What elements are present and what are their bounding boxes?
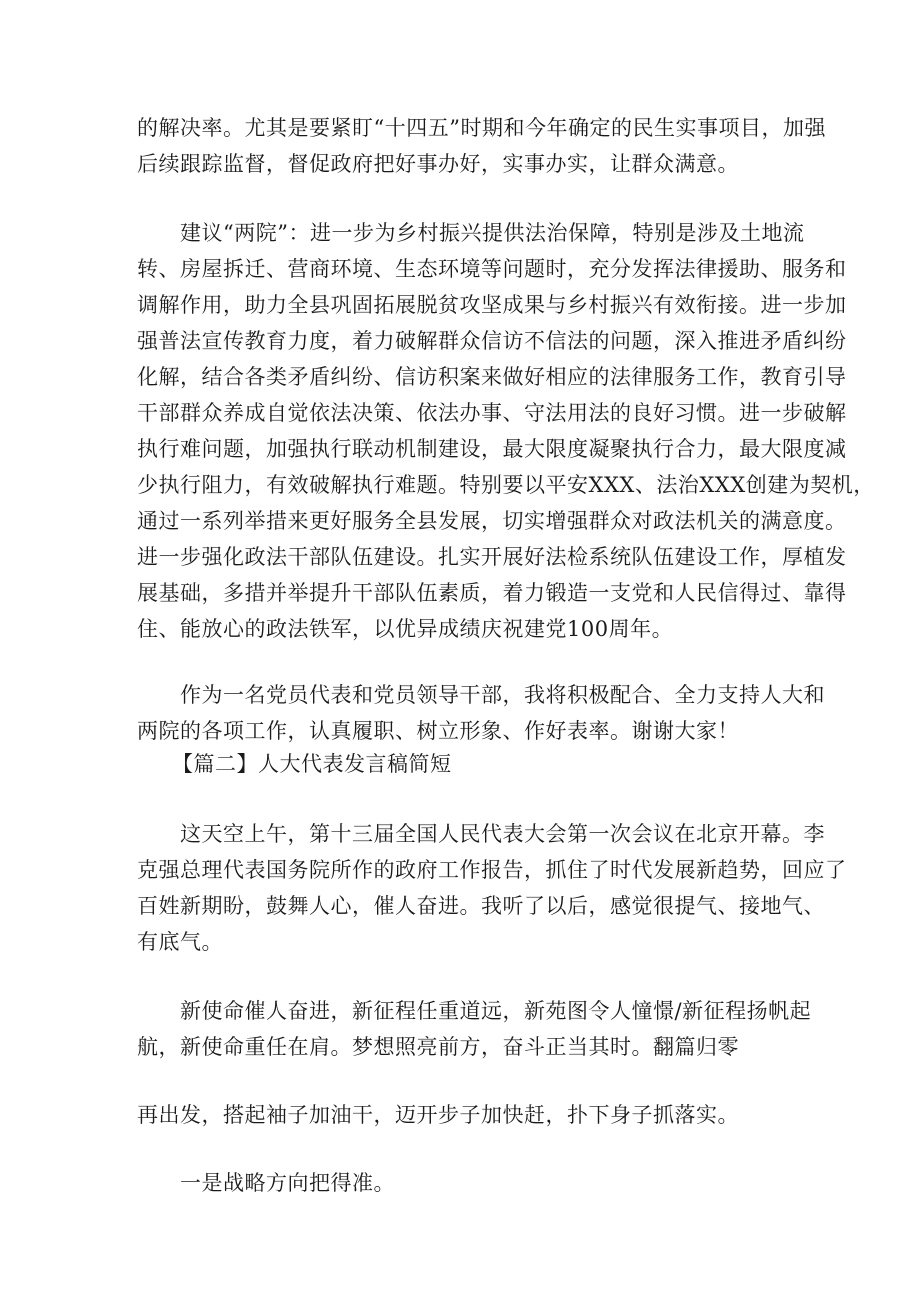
text-line: 干部群众养成自觉依法决策、依法办事、守法用法的良好习惯。进一步破解: [137, 401, 847, 425]
text-line: 少执行阻力，有效破解执行难题。特别要以平安XXX、法治XXX创建为契机，: [137, 473, 875, 497]
text-line: 两院的各项工作，认真履职、树立形象、作好表率。谢谢大家！: [137, 719, 739, 743]
text-line: 执行难问题，加强执行联动机制建设，最大限度凝聚执行合力，最大限度减: [137, 437, 847, 461]
text-line: 的解决率。尤其是要紧盯“十四五”时期和今年确定的民生实事项目，加强: [137, 116, 826, 140]
text-line: 调解作用，助力全县巩固拓展脱贫攻坚成果与乡村振兴有效衔接。进一步加: [137, 293, 847, 317]
text-line: 化解，结合各类矛盾纠纷、信访积案来做好相应的法律服务工作，教育引导: [137, 365, 847, 389]
text-line: 转、房屋拆迁、营商环境、生态环境等问题时，充分发挥法律援助、服务和: [137, 257, 847, 281]
text-line: 有底气。: [137, 930, 223, 954]
text-line: 建议“两院”：进一步为乡村振兴提供法治保障，特别是涉及土地流: [180, 221, 805, 245]
text-line: 强普法宣传教育力度，着力破解群众信访不信法的问题，深入推进矛盾纠纷: [137, 329, 847, 353]
text-line: 进一步强化政法干部队伍建设。扎实开展好法检系统队伍建设工作，厚植发: [137, 545, 847, 569]
section-heading: 【篇二】人大代表发言稿简短: [172, 752, 452, 776]
text-line: 克强总理代表国务院所作的政府工作报告，抓住了时代发展新趋势，回应了: [137, 858, 847, 882]
text-line: 新使命催人奋进，新征程任重道远，新苑图令人憧憬/新征程扬帆起: [180, 999, 812, 1023]
text-line: 航，新使命重任在肩。梦想照亮前方，奋斗正当其时。翻篇归零: [137, 1035, 739, 1059]
text-line: 住、能放心的政法铁军，以优异成绩庆祝建党100周年。: [137, 617, 674, 641]
text-line: 后续跟踪监督，督促政府把好事办好，实事办实，让群众满意。: [137, 152, 739, 176]
text-line: 这天空上午，第十三届全国人民代表大会第一次会议在北京开幕。李: [180, 822, 825, 846]
text-line: 展基础，多措并举提升干部队伍素质，着力锻造一支党和人民信得过、靠得: [137, 581, 847, 605]
text-line: 通过一系列举措来更好服务全县发展，切实增强群众对政法机关的满意度。: [137, 509, 847, 533]
text-line: 作为一名党员代表和党员领导干部，我将积极配合、全力支持人大和: [180, 683, 825, 707]
text-line: 百姓新期盼，鼓舞人心，催人奋进。我听了以后，感觉很提气、接地气、: [137, 894, 825, 918]
text-line: 一是战略方向把得准。: [180, 1171, 395, 1195]
text-line: 再出发，搭起袖子加油干，迈开步子加快赶，扑下身子抓落实。: [137, 1103, 739, 1127]
